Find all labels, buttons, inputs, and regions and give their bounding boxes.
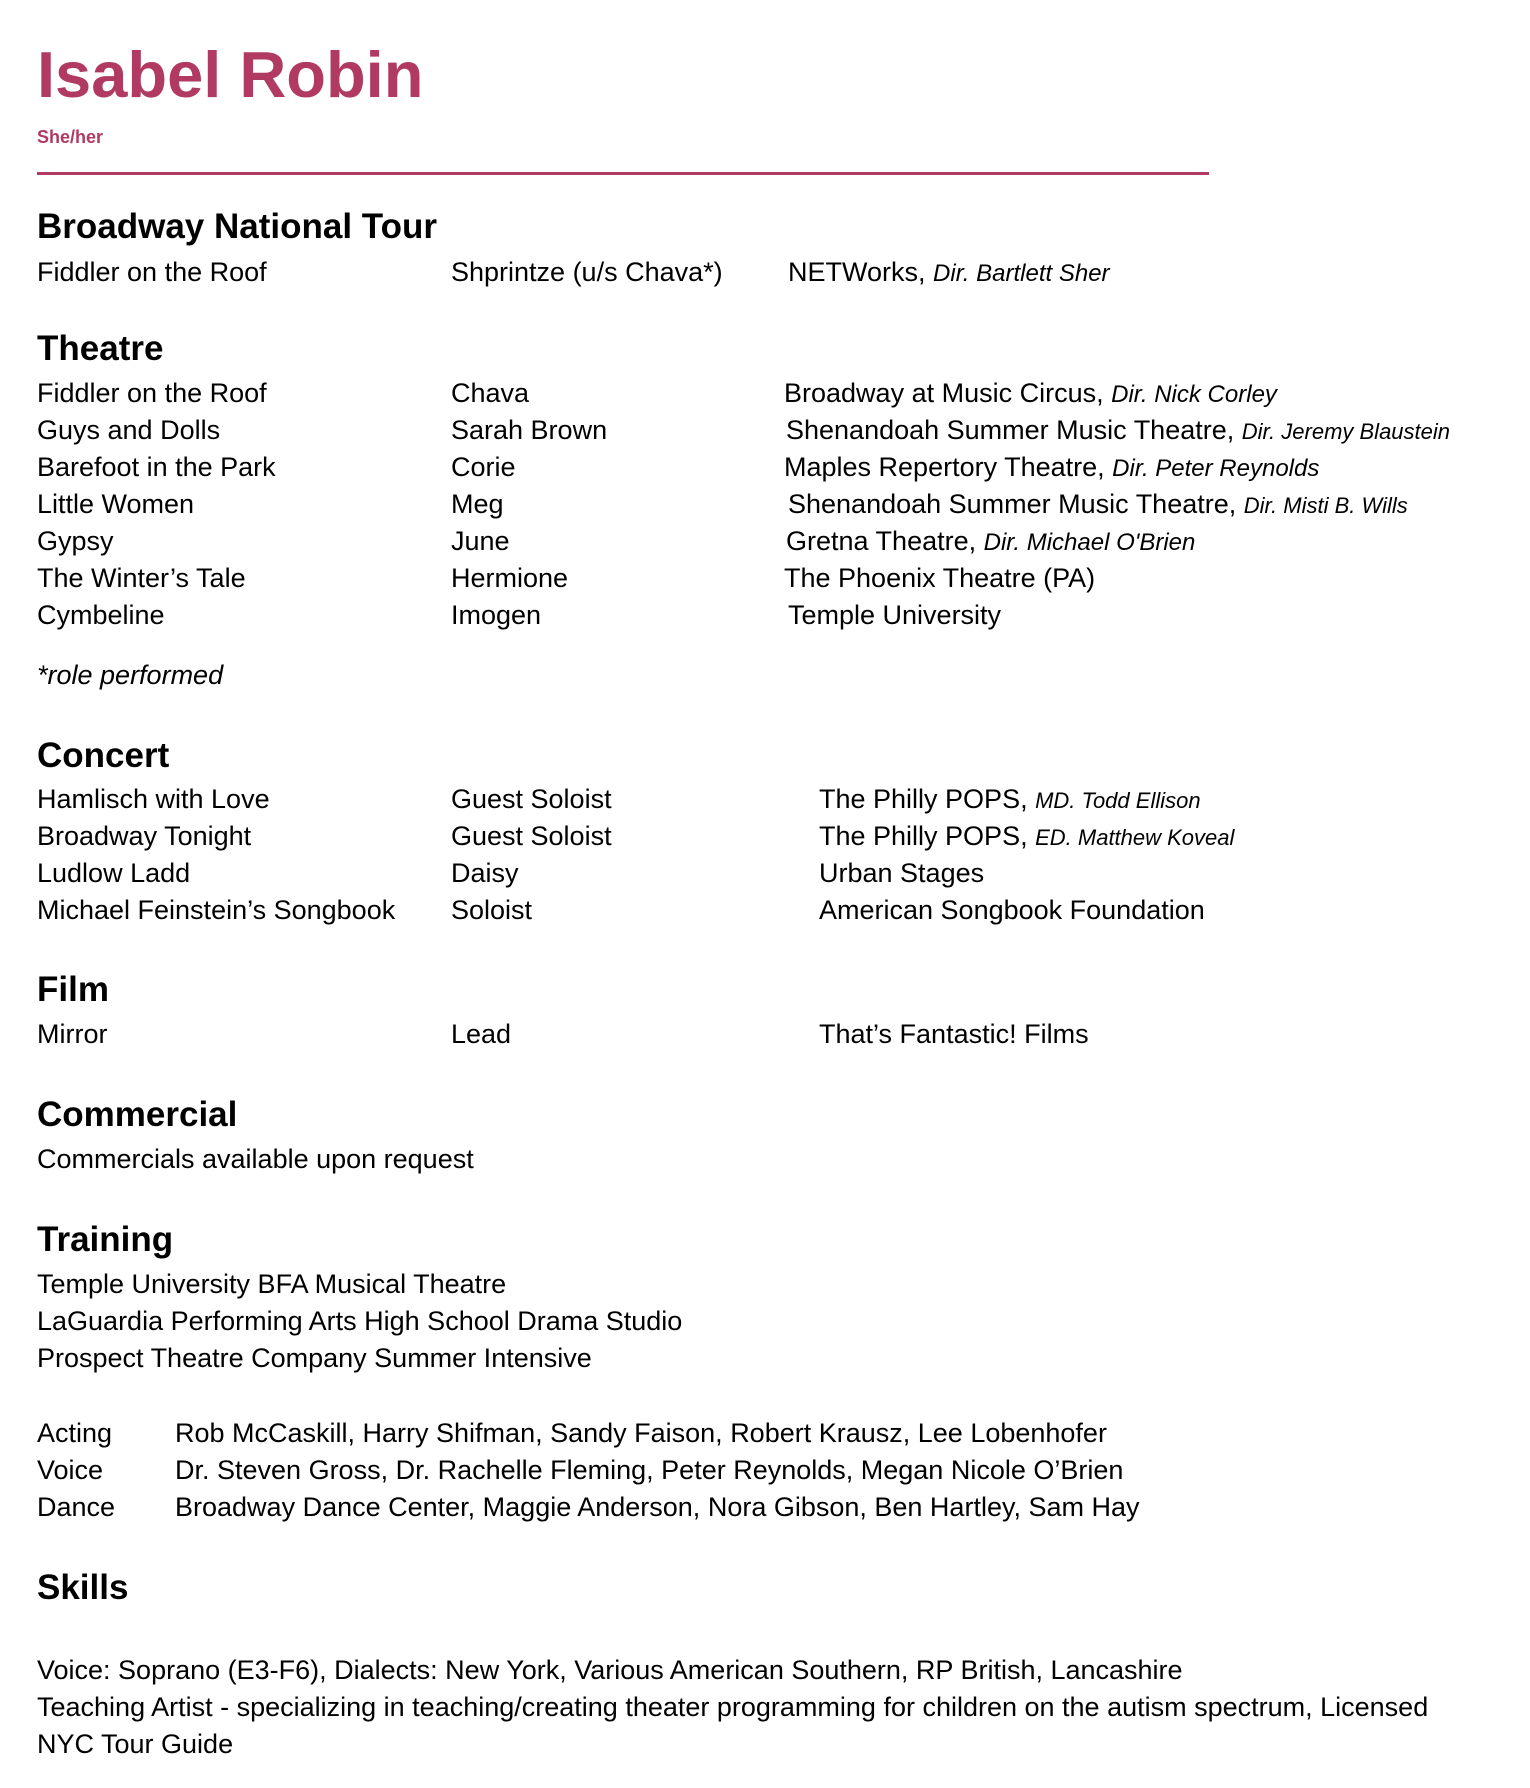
theatre-row-venue xyxy=(784,565,1095,592)
theatre-row-role: June xyxy=(451,526,510,556)
director-name: Dir. Peter Reynolds xyxy=(1112,455,1320,482)
theatre-row-venue xyxy=(784,454,1319,481)
concert-row-venue xyxy=(819,823,1234,850)
venue-name: Gretna Theatre, xyxy=(786,526,977,556)
teacher-label-voice: Voice xyxy=(37,1455,104,1485)
concert-row-venue xyxy=(819,860,984,887)
venue-name: Temple University xyxy=(788,600,1002,630)
tour-row-venue xyxy=(788,259,1110,286)
theatre-row-role: Chava xyxy=(451,378,530,408)
section-heading-concert: Concert xyxy=(37,736,170,775)
venue-name: That’s Fantastic! Films xyxy=(819,1019,1089,1049)
concert-row-show: Broadway Tonight xyxy=(37,821,252,851)
theatre-row-show: The Winter’s Tale xyxy=(37,563,246,593)
section-heading-theatre: Theatre xyxy=(37,329,164,368)
theatre-row-role: Hermione xyxy=(451,563,569,593)
role-performed-note: *role performed xyxy=(37,660,224,690)
training-school: Prospect Theatre Company Summer Intensive xyxy=(37,1343,592,1373)
concert-row-venue xyxy=(819,786,1201,813)
venue-name: The Philly POPS, xyxy=(819,821,1028,851)
concert-row-show: Ludlow Ladd xyxy=(37,858,191,888)
theatre-row-role: Imogen xyxy=(451,600,542,630)
teacher-names-acting: Rob McCaskill, Harry Shifman, Sandy Faison, Robert Krausz, Lee Lobenhofer xyxy=(175,1418,1107,1448)
venue-name: Shenandoah Summer Music Theatre, xyxy=(788,489,1237,519)
teacher-label-dance: Dance xyxy=(37,1492,116,1522)
resume-name: Isabel Robin xyxy=(37,38,424,111)
director-name: Dir. Jeremy Blaustein xyxy=(1241,419,1451,444)
theatre-row-role: Meg xyxy=(451,489,504,519)
section-heading-commercial: Commercial xyxy=(37,1095,238,1134)
concert-row-role: Soloist xyxy=(451,895,533,925)
concert-row-show: Michael Feinstein’s Songbook xyxy=(37,895,396,925)
theatre-row-show: Little Women xyxy=(37,489,195,519)
theatre-row-show: Guys and Dolls xyxy=(37,415,221,445)
theatre-row-venue xyxy=(788,602,1001,629)
theatre-row-show: Gypsy xyxy=(37,526,114,556)
film-row-role: Lead xyxy=(451,1019,512,1049)
director-name: Dir. Misti B. Wills xyxy=(1243,493,1408,518)
venue-name: Urban Stages xyxy=(819,858,985,888)
concert-row-role: Daisy xyxy=(451,858,519,888)
concert-row-venue xyxy=(819,897,1205,924)
venue-name: The Philly POPS, xyxy=(819,784,1028,814)
tour-row-show: Fiddler on the Roof xyxy=(37,257,267,287)
theatre-row-show: Barefoot in the Park xyxy=(37,452,276,482)
commercial-text: Commercials available upon request xyxy=(37,1144,474,1174)
teacher-names-voice: Dr. Steven Gross, Dr. Rachelle Fleming, Peter Reynolds, Megan Nicole O’Brien xyxy=(175,1455,1124,1485)
header-divider xyxy=(37,172,1209,175)
theatre-row-role: Sarah Brown xyxy=(451,415,608,445)
theatre-row-show: Fiddler on the Roof xyxy=(37,378,267,408)
skills-line: Voice: Soprano (E3-F6), Dialects: New York, Various American Southern, RP British, Lancashire xyxy=(37,1655,1183,1685)
venue-name: Maples Repertory Theatre, xyxy=(784,452,1105,482)
venue-name: NETWorks, xyxy=(788,257,926,287)
pronouns: She/her xyxy=(37,127,104,147)
skills-line: Teaching Artist - specializing in teaching/creating theater programming for children on the autism spectrum, Licensed xyxy=(37,1692,1429,1722)
venue-name: Shenandoah Summer Music Theatre, xyxy=(786,415,1235,445)
tour-row-role: Shprintze (u/s Chava*) xyxy=(451,257,723,287)
concert-row-show: Hamlisch with Love xyxy=(37,784,270,814)
venue-name: The Phoenix Theatre (PA) xyxy=(784,563,1096,593)
training-school: LaGuardia Performing Arts High School Drama Studio xyxy=(37,1306,683,1336)
theatre-row-show: Cymbeline xyxy=(37,600,165,630)
director-name: ED. Matthew Koveal xyxy=(1035,825,1235,850)
skills-line: NYC Tour Guide xyxy=(37,1729,234,1759)
venue-name: American Songbook Foundation xyxy=(819,895,1205,925)
film-row-venue xyxy=(819,1021,1089,1048)
theatre-row-venue xyxy=(786,528,1195,555)
teacher-names-dance: Broadway Dance Center, Maggie Anderson, Nora Gibson, Ben Hartley, Sam Hay xyxy=(175,1492,1140,1522)
theatre-row-venue xyxy=(786,417,1450,444)
venue-name: Broadway at Music Circus, xyxy=(784,378,1104,408)
teacher-label-acting: Acting xyxy=(37,1418,113,1448)
concert-row-role: Guest Soloist xyxy=(451,784,612,814)
section-heading-tour: Broadway National Tour xyxy=(37,207,437,246)
director-name: Dir. Michael O'Brien xyxy=(983,529,1196,556)
section-heading-skills: Skills xyxy=(37,1568,129,1607)
section-heading-film: Film xyxy=(37,970,109,1009)
director-name: Dir. Nick Corley xyxy=(1111,381,1277,408)
section-heading-training: Training xyxy=(37,1220,174,1259)
director-name: Dir. Bartlett Sher xyxy=(933,260,1110,287)
theatre-row-venue xyxy=(788,491,1408,518)
training-school: Temple University BFA Musical Theatre xyxy=(37,1269,507,1299)
concert-row-role: Guest Soloist xyxy=(451,821,612,851)
theatre-row-venue xyxy=(784,380,1277,407)
director-name: MD. Todd Ellison xyxy=(1035,788,1201,813)
theatre-row-role: Corie xyxy=(451,452,516,482)
film-row-show: Mirror xyxy=(37,1019,108,1049)
